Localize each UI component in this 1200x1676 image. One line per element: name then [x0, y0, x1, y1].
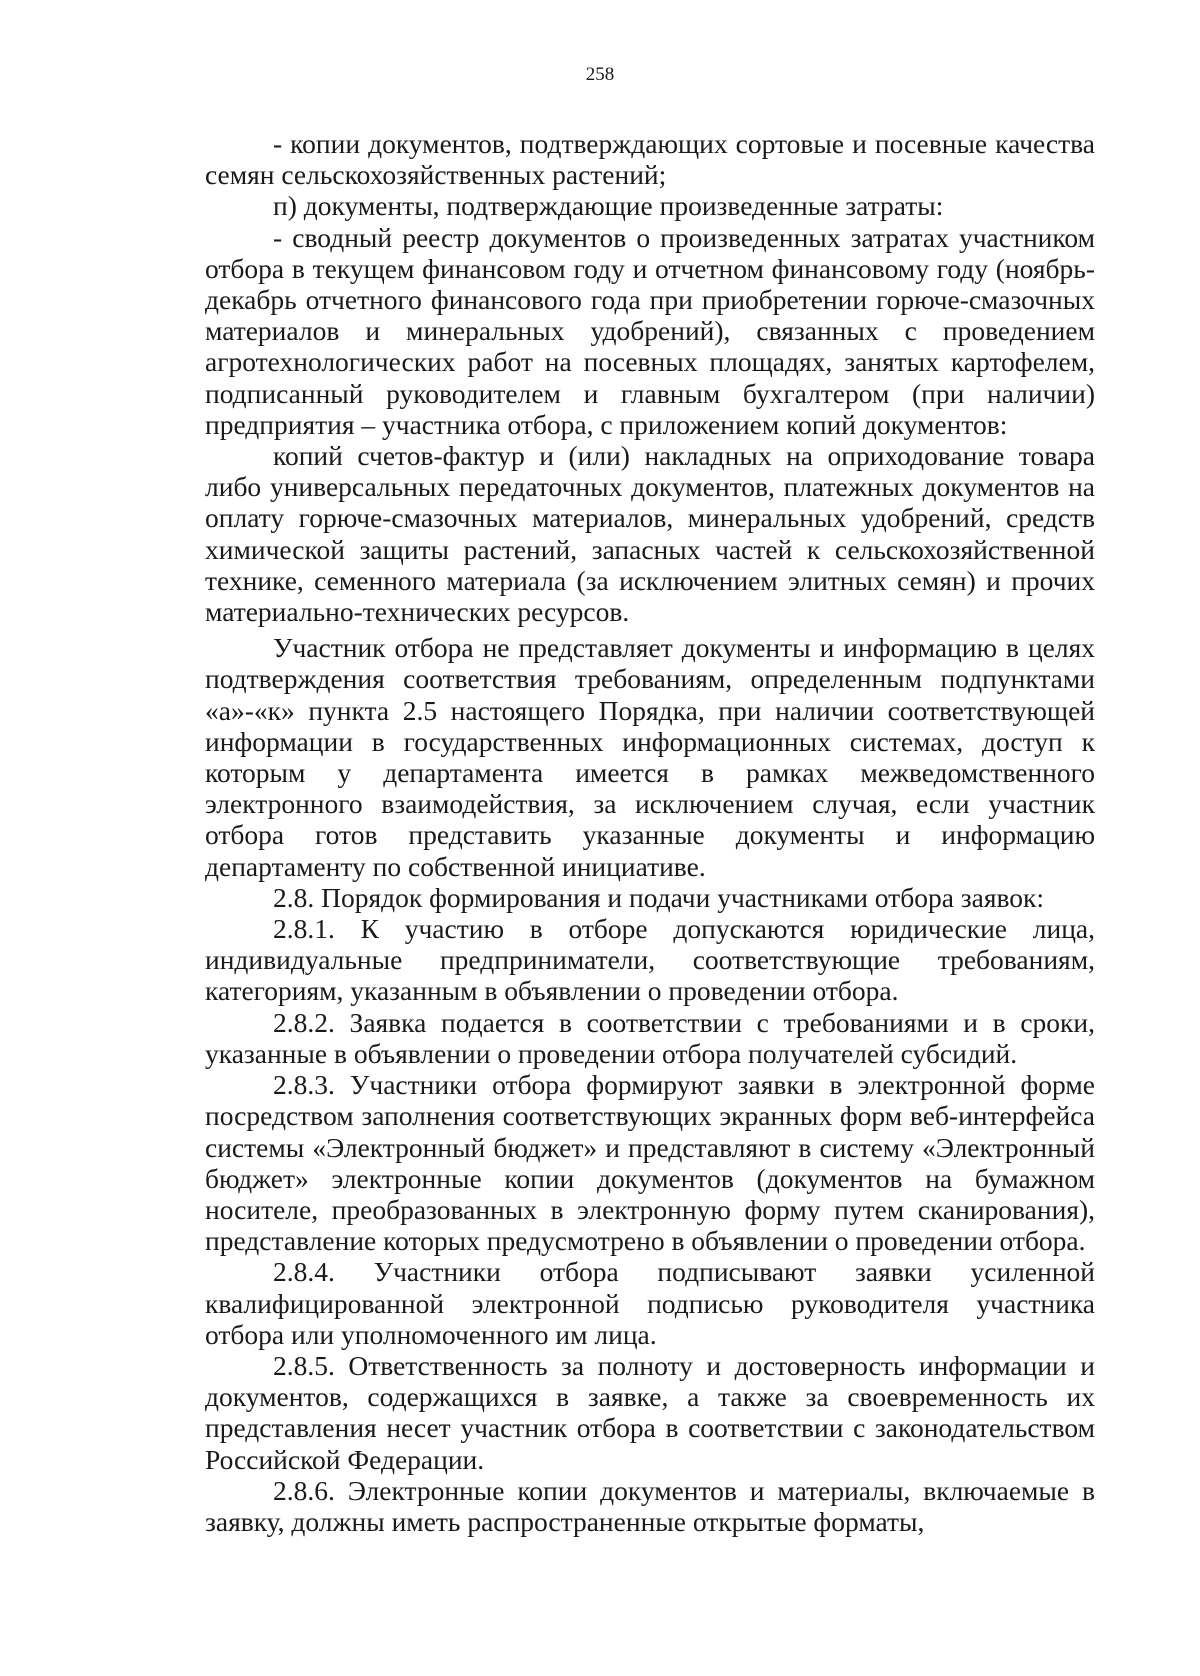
page-number: 258	[585, 64, 615, 85]
paragraph-2-8-6: 2.8.6. Электронные копии документов и материалы, включаемые в заявку, должны иметь распространенные открытые форматы,	[205, 1474, 1095, 1537]
paragraph-seed-quality-copies: - копии документов, подтверждающих сортовые и посевные качества семян сельскохозяйственных растений;	[205, 128, 1095, 191]
paragraph-invoice-copies: копий счетов-фактур и (или) накладных на оприходование товара либо универсальных передаточных документов, платежных документов на оплату горюче-смазочных материалов, минеральных удобрений, средств химической защиты растений, запасных частей к сельскохозяйственной технике, семенного материала (за исключением элитных семян) и прочих материально-технических ресурсов.	[205, 440, 1095, 628]
paragraph-participant-not-submit: Участник отбора не представляет документы и информацию в целях подтверждения соответствия требованиям, определенным подпунктами «а»-«к» пункта 2.5 настоящего Порядка, при наличии соответствующей информации в государственных информационных системах, доступ к которым у департамента имеется в рамках межведомственного электронного взаимодействия, за исключением случая, если участник отбора готов представить указанные документы и информацию департаменту по собственной инициативе.	[205, 632, 1095, 882]
paragraph-2-8-1: 2.8.1. К участию в отборе допускаются юридические лица, индивидуальные предприниматели, соответствующие требованиям, категориям, указанным в объявлении о проведении отбора.	[205, 913, 1095, 1007]
paragraph-2-8-5: 2.8.5. Ответственность за полноту и достоверность информации и документов, содержащихся в заявке, а также за своевременность их представления несет участник отбора в соответствии с законодательством Российской Федерации.	[205, 1349, 1095, 1475]
body-text	[205, 128, 1095, 1537]
paragraph-2-8: 2.8. Порядок формирования и подачи участниками отбора заявок:	[273, 881, 1045, 913]
paragraph-2-8-4: 2.8.4. Участники отбора подписывают заявки усиленной квалифицированной электронной подписью руководителя участника отбора или уполномоченного им лица.	[205, 1256, 1095, 1350]
paragraph-summary-register: - сводный реестр документов о произведенных затратах участником отбора в текущем финансовом году и отчетном финансовому году (ноябрь-декабрь отчетного финансового года при приобретении горюче-смазочных материалов и минеральных удобрений), связанных с проведением агротехнологических работ на посевных площадях, занятых картофелем, подписанный руководителем и главным бухгалтером (при наличии) предприятия – участника отбора, с приложением копий документов:	[205, 221, 1095, 440]
paragraph-2-8-2: 2.8.2. Заявка подается в соответствии с требованиями и в сроки, указанные в объявлении о проведении отбора получателей субсидий.	[205, 1006, 1095, 1069]
paragraph-expense-documents: п) документы, подтверждающие произведенные затраты:	[273, 190, 944, 222]
paragraph-2-8-3: 2.8.3. Участники отбора формируют заявки в электронной форме посредством заполнения соответствующих экранных форм веб-интерфейса системы «Электронный бюджет» и представляют в систему «Электронный бюджет» электронные копии документов (документов на бумажном носителе, преобразованных в электронную форму путем сканирования), представление которых предусмотрено в объявлении о проведении отбора.	[205, 1069, 1095, 1257]
